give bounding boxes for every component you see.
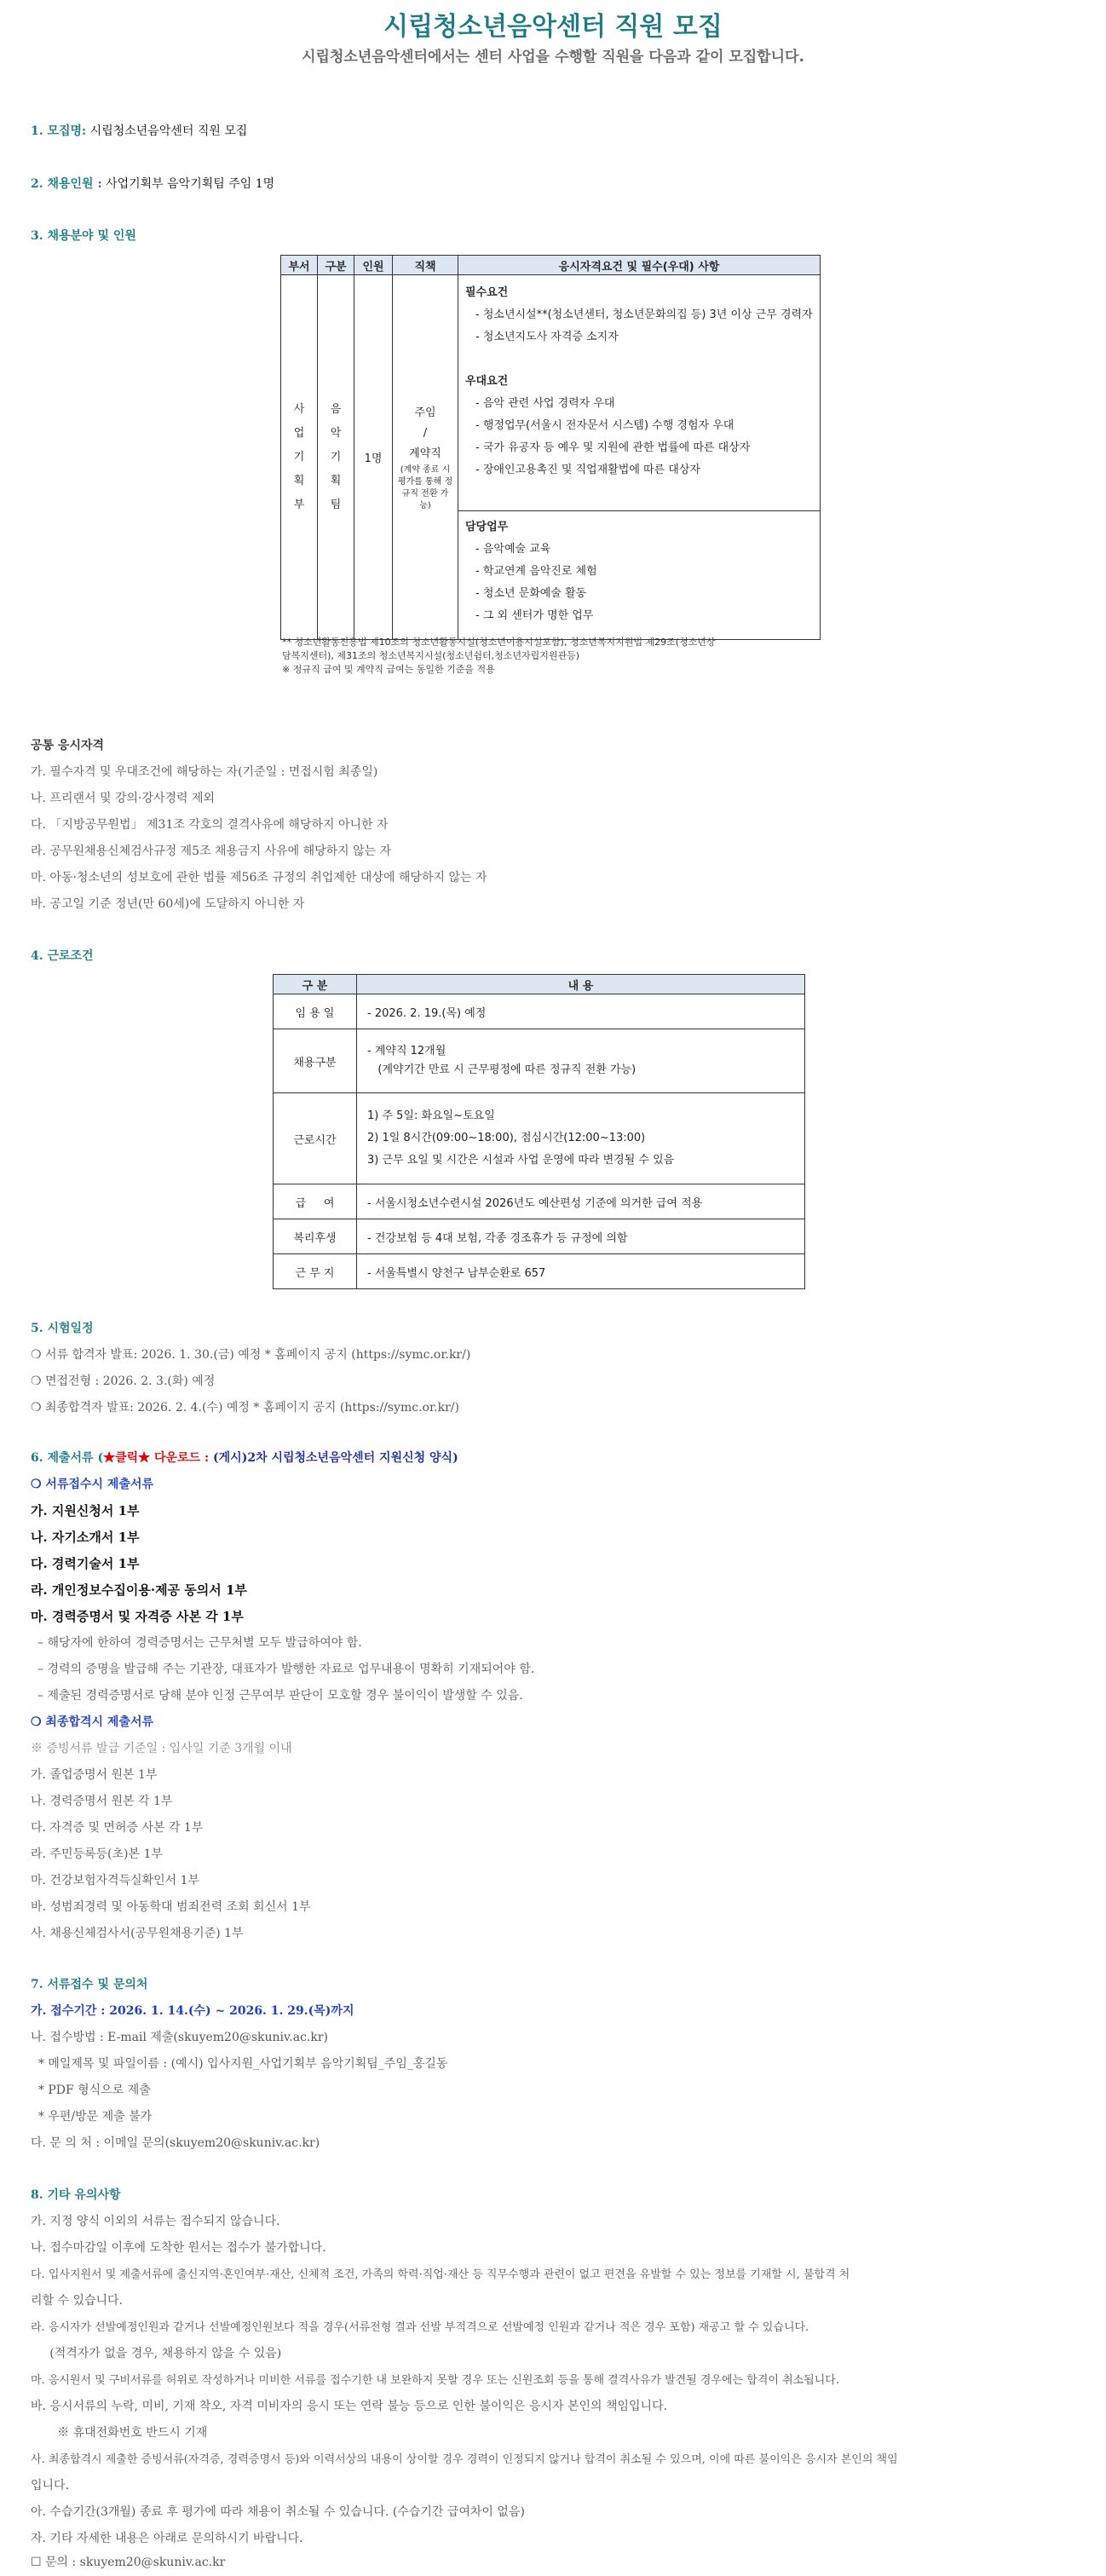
row-value <box>357 1093 805 1184</box>
count-cell: 1명 <box>354 275 393 640</box>
notice-item: 다. 입사지원서 및 제출서류에 출신지역·혼인여부·재산, 신체적 조건, 가족의 학력·직업·재산 등 직무수행과 관련이 없고 편견을 유발할 수 있는 정보를 기재할 시, 불합격 처 <box>31 2268 850 2281</box>
table-note: 담복지센터), 제31조의 청소년복지시설(청소년쉼터,청소년자립지원관등) <box>282 650 580 661</box>
duty-item: - 학교연계 음악진로 체험 <box>475 565 597 578</box>
common-title: 공통 응시자격 <box>31 739 105 752</box>
contact-item: * 우편/방문 제출 불가 <box>31 2110 153 2124</box>
final-docs-title: ❍ 최종합격시 제출서류 <box>31 1715 154 1729</box>
div-cell <box>318 275 354 640</box>
col-header-content: 내 용 <box>357 975 805 994</box>
row-value <box>357 1254 805 1289</box>
contact-item: 다. 문 의 처 : 이메일 문의(skuyem20@skuniv.ac.kr) <box>31 2136 320 2150</box>
row-label: 근 무 지 <box>274 1254 357 1289</box>
row-value-line: - 서울시청소년수련시설 2026년도 예산편성 기준에 의거한 급여 적용 <box>367 1196 703 1210</box>
submit-doc-item: 다. 경력기술서 1부 <box>31 1556 140 1571</box>
row-value-line: - 건강보험 등 4대 보험, 각종 경조휴가 등 규정에 의함 <box>367 1231 628 1245</box>
doc-note: – 제출된 경력증명서로 당해 분야 인정 근무여부 판단이 모호할 경우 불이익이 발생할 수 있음. <box>37 1689 523 1703</box>
final-doc-item: 라. 주민등록등(초)본 1부 <box>31 1847 163 1861</box>
final-doc-item: 바. 성범죄경력 및 아동학대 범죄전력 조회 회신서 1부 <box>31 1900 311 1914</box>
final-doc-item: 가. 졸업증명서 원본 1부 <box>31 1768 158 1782</box>
col-header-dept: 부서 <box>281 256 318 275</box>
notice-item: 입니다. <box>31 2479 70 2492</box>
notice-item: 아. 수습기간(3개월) 종료 후 평가에 따라 채용이 취소될 수 있습니다. (수습기간 급여차이 없음) <box>31 2505 525 2519</box>
common-item: 가. 필수자격 및 우대조건에 해당하는 자(기준일 : 면접시험 최종일) <box>31 765 378 779</box>
row-label: 근로시간 <box>274 1093 357 1184</box>
row-value-line: - 계약직 12개월 <box>367 1045 446 1057</box>
section-1-label: 1. 모집명: <box>31 124 87 138</box>
notice-item: 사. 최종합격시 제출한 증빙서류(자격증, 경력증명서 등)와 이력서상의 내용이 상이할 경우 경력이 인정되지 않거나 합격이 취소될 수 있으며, 이에 따른 불이익은 응시자 본인의 책임 <box>31 2453 898 2466</box>
row-label: 복리후생 <box>274 1219 357 1254</box>
notice-item: 나. 접수마감일 이후에 도착한 원서는 접수가 불가합니다. <box>31 2241 326 2255</box>
position-main: 주임 <box>414 406 436 419</box>
final-doc-item: 나. 경력증명서 원본 각 1부 <box>31 1795 173 1808</box>
row-label: 채용구분 <box>274 1029 357 1093</box>
notice-item: 마. 응시원서 및 구비서류를 허위로 작성하거나 미비한 서류를 접수기한 내 보완하지 못할 경우 또는 신원조회 등을 통해 결격사유가 발견될 경우에는 합격이 취소됩니다. <box>31 2374 839 2387</box>
contact-email[interactable]: ☐ 문의 : skuyem20@skuniv.ac.kr <box>31 2556 226 2569</box>
section-2-label: 2. 채용인원 : <box>31 177 102 191</box>
final-doc-item: 마. 건강보험자격득실확인서 1부 <box>31 1874 200 1887</box>
section-6 <box>31 1449 458 1466</box>
section-7-label: 7. 서류접수 및 문의처 <box>31 1978 148 1991</box>
position-slash: / <box>423 426 428 440</box>
final-doc-item: 사. 채용신체검사서(공무원채용기준) 1부 <box>31 1927 244 1940</box>
requirements-cell <box>458 275 821 511</box>
section-6-label: 6. 제출서류 ( <box>31 1451 104 1465</box>
submit-doc-item: 마. 경력증명서 및 자격증 사본 각 1부 <box>31 1609 244 1624</box>
duty-title: 담당업무 <box>465 521 509 533</box>
schedule-item: ❍ 서류 합격자 발표: 2026. 1. 30.(금) 예정 * 홈페이지 공지 (https://symc.or.kr/) <box>31 1348 471 1362</box>
common-item: 마. 아동·청소년의 성보호에 관한 법률 제56조 규정의 취업제한 대상에 해당하지 않는 자 <box>31 871 487 885</box>
final-doc-item: 다. 자격증 및 면허증 사본 각 1부 <box>31 1821 204 1835</box>
row-value-line: - 서울특별시 양천구 남부순환로 657 <box>367 1266 546 1280</box>
row-value <box>357 1184 805 1219</box>
required-item: - 청소년지도사 자격증 소지자 <box>475 331 619 343</box>
doc-note: – 경력의 증명을 발급해 주는 기관장, 대표자가 발행한 자료로 업무내용이 명확히 기재되어야 함. <box>37 1663 535 1676</box>
download-link[interactable]: ★클릭★ 다운로드 : <box>103 1451 210 1465</box>
required-title: 필수요건 <box>465 286 509 299</box>
preferred-title: 우대요건 <box>465 375 509 388</box>
row-value-line: 3) 근무 요일 및 시간은 시설과 사업 운영에 따라 변경될 수 있음 <box>367 1154 675 1167</box>
preferred-item: - 장애인고용촉진 및 직업재활법에 따른 대상자 <box>475 464 700 476</box>
section-1-value: 시립청소년음악센터 직원 모집 <box>86 124 248 138</box>
position-sub: 계약직 <box>409 447 441 460</box>
row-value <box>357 994 805 1029</box>
final-docs-note: ※ 증빙서류 발급 기준일 : 입사일 기준 3개월 이내 <box>31 1742 292 1755</box>
common-item: 바. 공고일 기준 정년(만 60세)에 도달하지 아니한 자 <box>31 897 305 911</box>
download-link-file[interactable]: (게시)2차 시립청소년음악센터 지원신청 양식) <box>209 1451 458 1465</box>
duty-item: - 청소년 문화예술 활동 <box>475 587 587 600</box>
preferred-item: - 음악 관련 사업 경력자 우대 <box>475 397 615 410</box>
duty-cell <box>458 511 821 640</box>
required-item: - 청소년시설**(청소년센터, 청소년문화의집 등) 3년 이상 근무 경력자 <box>475 308 813 321</box>
notice-item: 리할 수 있습니다. <box>31 2294 124 2308</box>
notice-item: 자. 기타 자세한 내용은 아래로 문의하시기 바랍니다. <box>31 2532 303 2545</box>
section-2 <box>31 175 274 192</box>
page-title: 시립청소년음악센터 직원 모집 <box>383 12 723 42</box>
row-value <box>357 1219 805 1254</box>
table-note: ** 청소년활동진흥법 제10조의 청소년활동시설(청소년이용시설포함), 청소년복지지원법 제29조(청소년상 <box>282 637 716 648</box>
div-value: 음 악 기 획 팀 <box>330 402 342 511</box>
row-label: 임 용 일 <box>274 994 357 1029</box>
section-4-label: 4. 근로조건 <box>31 949 94 963</box>
notice-item: 바. 응시서류의 누락, 미비, 기재 착오, 자격 미비자의 응시 또는 연락 불능 등으로 인한 불이익은 응시자 본인의 책임입니다. <box>31 2400 668 2413</box>
work-conditions-table <box>273 974 805 1289</box>
contact-item: * 메일제목 및 파일이름 : (예시) 입사지원_사업기획부 음악기획팀_주임_홍길동 <box>31 2057 448 2071</box>
recruitment-table <box>280 255 821 640</box>
common-item: 나. 프리랜서 및 강의·강사경력 제외 <box>31 792 216 805</box>
row-value-line: (계약기간 만료 시 근무평정에 따른 정규직 전환 가능) <box>367 1063 637 1076</box>
col-header-div: 구분 <box>318 256 354 275</box>
notice-item: ※ 휴대전화번호 반드시 기재 <box>31 2426 208 2440</box>
section-8-label: 8. 기타 유의사항 <box>31 2188 121 2202</box>
contact-item: 나. 접수방법 : E-mail 제출(skuyem20@skuniv.ac.kr) <box>31 2031 329 2044</box>
section-1 <box>31 122 247 139</box>
page-subtitle: 시립청소년음악센터에서는 센터 사업을 수행할 직원을 다음과 같이 모집합니다. <box>302 49 804 66</box>
submit-docs-title: ❍ 서류접수시 제출서류 <box>31 1478 154 1491</box>
col-header-position: 직책 <box>393 256 458 275</box>
col-header-count: 인원 <box>354 256 393 275</box>
table-note: ※ 정규직 급여 및 계약직 급여는 동일한 기준을 적용 <box>282 664 495 675</box>
section-5-label: 5. 시험일정 <box>31 1322 94 1335</box>
duty-item: - 음악예술 교육 <box>475 543 551 556</box>
section-2-value: 사업기획부 음악기획팀 주임 1명 <box>101 177 275 191</box>
row-value-line: - 2026. 2. 19.(목) 예정 <box>367 1006 487 1020</box>
schedule-item: ❍ 면접전형 : 2026. 2. 3.(화) 예정 <box>31 1374 216 1388</box>
notice-item: (적격자가 없을 경우, 채용하지 않을 수 있음) <box>31 2347 282 2360</box>
notice-item: 라. 응시자가 선발예정인원과 같거나 선발예정인원보다 적을 경우(서류전형 결과 선발 부적격으로 선발예정 인원과 같거나 적은 경우 포함) 재공고 할 수 있습니다. <box>31 2321 809 2334</box>
dept-value: 사 업 기 획 부 <box>293 402 305 511</box>
row-value-line: 2) 1일 8시간(09:00~18:00), 점심시간(12:00~13:00) <box>367 1132 646 1144</box>
row-label: 급 여 <box>274 1184 357 1219</box>
section-3-label: 3. 채용분야 및 인원 <box>31 229 136 243</box>
common-item: 다. 「지방공무원법」 제31조 각호의 결격사유에 해당하지 아니한 자 <box>31 818 389 832</box>
doc-note: – 해당자에 한하여 경력증명서는 근무처별 모두 발급하여야 함. <box>37 1636 362 1650</box>
common-item: 라. 공무원채용신체검사규정 제5조 채용금지 사유에 해당하지 않는 자 <box>31 844 392 858</box>
position-cell <box>393 275 458 640</box>
submit-doc-item: 라. 개인정보수집이용·제공 동의서 1부 <box>31 1582 247 1598</box>
contact-item: * PDF 형식으로 제출 <box>31 2083 151 2097</box>
dept-cell <box>281 275 318 640</box>
table-notes <box>282 636 844 677</box>
duty-item: - 그 외 센터가 명한 업무 <box>475 609 594 622</box>
preferred-item: - 국가 유공자 등 예우 및 지원에 관한 법률에 따른 대상자 <box>475 441 751 454</box>
submit-doc-item: 나. 자기소개서 1부 <box>31 1530 140 1545</box>
col-header-category: 구 분 <box>274 975 357 994</box>
schedule-item: ❍ 최종합격자 발표: 2026. 2. 4.(수) 예정 * 홈페이지 공지 (https://symc.or.kr/) <box>31 1401 459 1415</box>
notice-item: 가. 지정 양식 이외의 서류는 접수되지 않습니다. <box>31 2215 280 2228</box>
row-value-line: 1) 주 5일: 화요일~토요일 <box>367 1109 495 1122</box>
col-header-requirements: 응시자격요건 및 필수(우대) 사항 <box>458 256 821 275</box>
submit-doc-item: 가. 지원신청서 1부 <box>31 1503 140 1519</box>
preferred-item: - 행정업무(서울시 전자문서 시스템) 수행 경험자 우대 <box>475 419 734 432</box>
row-value <box>357 1029 805 1093</box>
application-period: 가. 접수기간 : 2026. 1. 14.(수) ~ 2026. 1. 29.(목)까지 <box>31 2004 354 2018</box>
position-note: (계약 종료 시 평가를 통해 정규직 전환 가능) <box>397 464 453 510</box>
